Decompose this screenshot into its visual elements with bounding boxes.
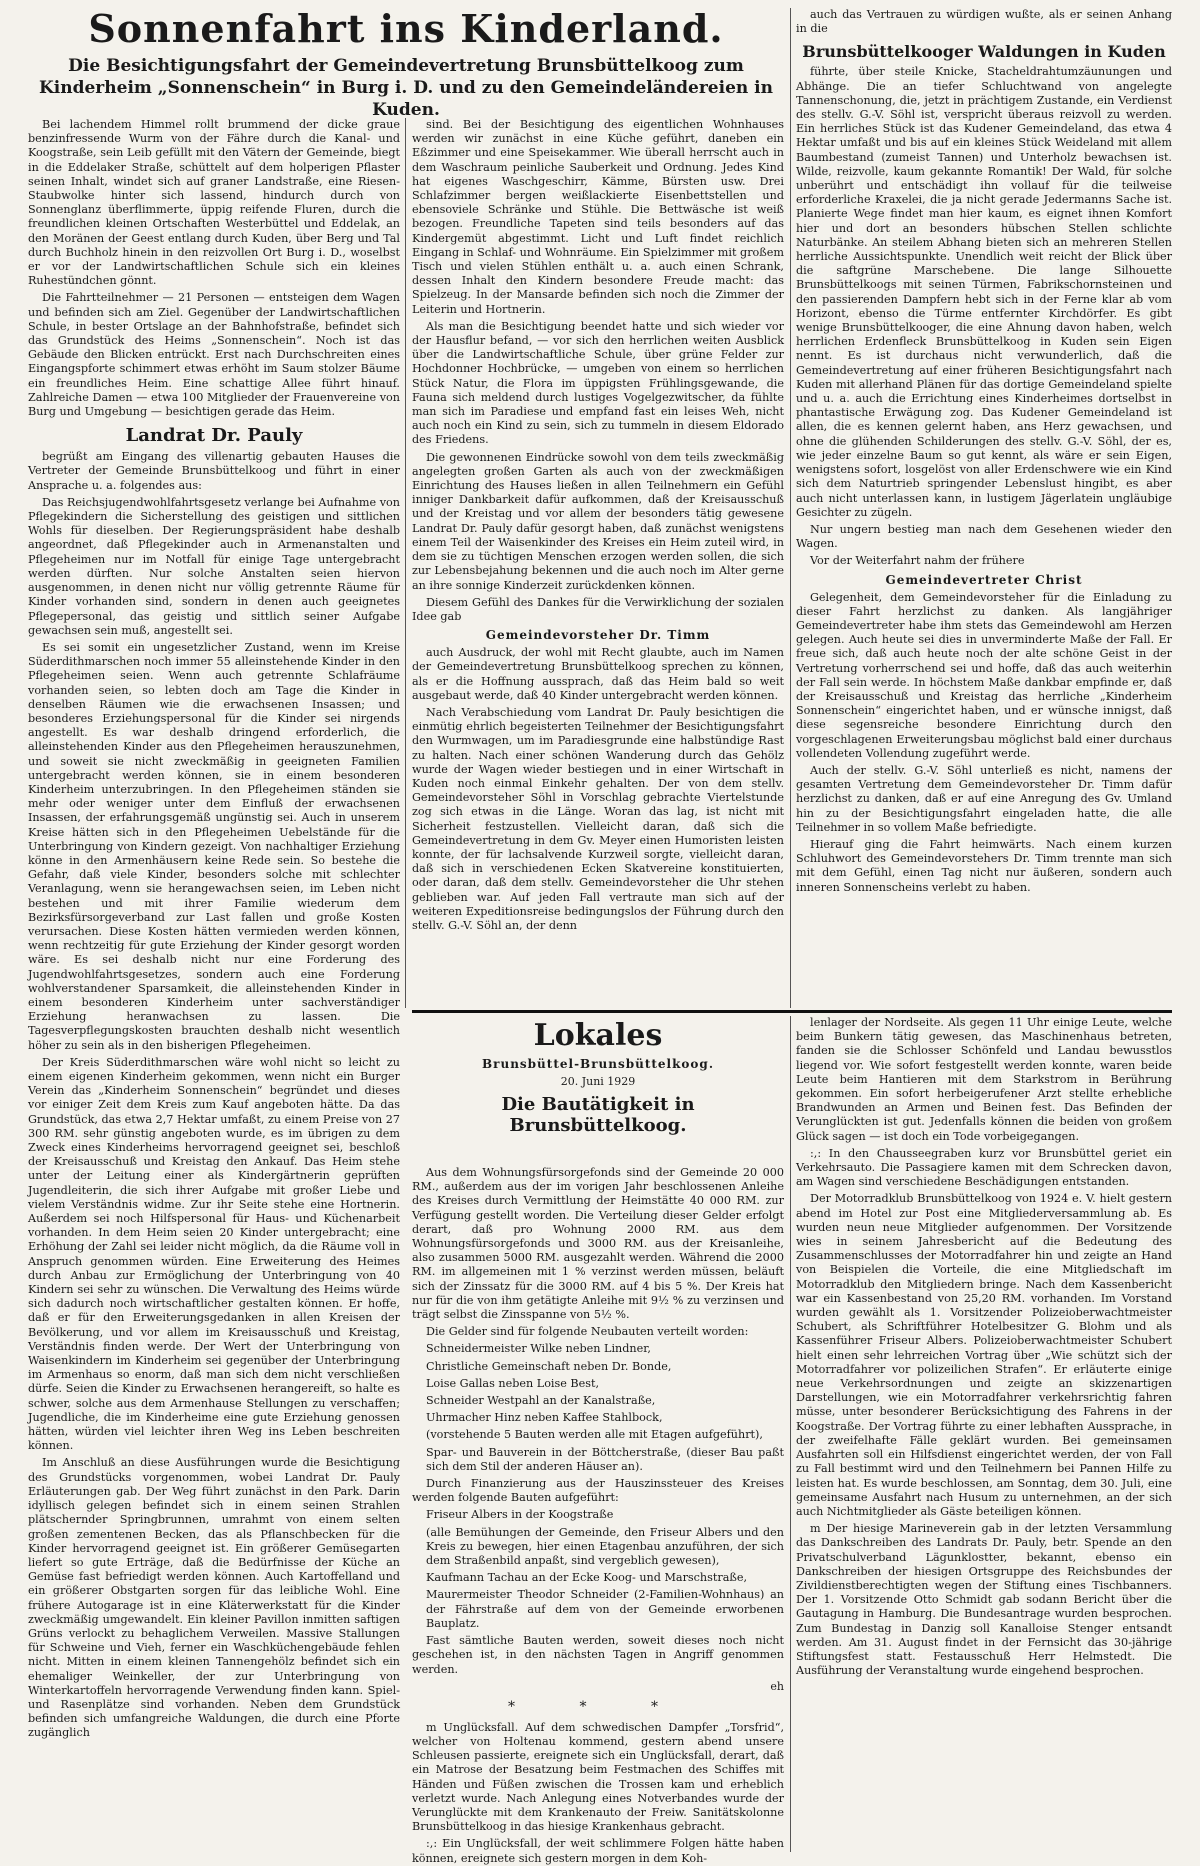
lokales-date: 20. Juni 1929 <box>560 1075 636 1088</box>
paragraph: Nur ungern bestieg man nach dem Gesehenen wieder den Wagen. <box>796 522 1172 551</box>
paragraph: Vor der Weiterfahrt nahm der frühere <box>810 554 1025 568</box>
list-item: Christliche Gemeinschaft neben Dr. Bonde, <box>426 1359 672 1373</box>
lokales-column-left <box>412 1166 784 1865</box>
paragraph: Durch Finanzierung aus der Hauszinssteuer des Kreises werden folgende Bauten aufgeführt: <box>412 1477 784 1505</box>
paragraph: Die Fahrtteilnehmer — 21 Personen — entsteigen dem Wagen und befinden sich am Ziel. Gegenüber der Landwirtschaftlichen Schule, in bester Ortslage an der Bahnhofstraße, befindet sich das Grundstück des Heims „Sonnenschein“. Noch ist das Gebäude den Blicken entrückt. Erst nach Durchschreiten eines Eingangspforte schimmert etwas erhöht im Saum stolzer Bäume ein freundliches Heim. Eine schattige Allee führt hinauf. Zahlreiche Damen — etwa 100 Mitglieder der Frauenvereine von Burg und Umgebung — besichtigen gerade das Heim. <box>28 291 400 419</box>
paragraph: Der Kreis Süderdithmarschen wäre wohl nicht so leicht zu einem eigenen Kinderheim gekommen, wenn nicht ein Burger Verein das „Kinderheim Sonnenschein“ begründet und dieses vor einiger Zeit dem Kreis zum Kauf angeboten hätte. Da das Grundstück, das etwa 2,7 Hektar umfaßt, zu einem Preise von 27 300 RM. sehr günstig angeboten wurde, es im übrigen zu dem Zweck eines Kinderheims hervorragend geeignet sei, beschloß der Kreisausschuß und Kreistag den Ankauf. Das Heim stehe unter der Leitung einer als Kindergärtnerin geprüften Jugendleiterin, die sich ihrer Aufgabe mit großer Liebe und vielem Verständnis widme. Zur ihr Seite stehe eine Hortnerin. Außerdem sei noch Hilfspersonal für Haus- und Küchenarbeit vorhanden. In dem Heim seien 20 Kinder untergebracht; eine Erhöhung der Zahl sei leider nicht möglich, da die Räume voll in Anspruch genommen würden. Eine Erweiterung des Heimes durch Anbau zur Ermöglichung der Unterbringung von 40 Kindern sei sehr zu wünschen. Die Verwaltung des Heims würde sich dadurch noch wirtschaftlicher gestalten können. Er hoffe, daß er für den Erweiterungsgedanken in allen Kreisen der Bevölkerung, und vor allem im Kreisausschuß und Kreistag, Verständnis finden werde. Der Wert der Unterbringung von Waisenkindern im Kinderheim sei gegenüber der Unterbringung im Armenhaus so enorm, daß man sich dem nicht verschließen dürfe. Seien die Kinder zu Erwachsenen herangereift, so halte es schwer, solche aus dem Armenhause Stellungen zu verschaffen; Jugendliche, die im Kinderheime eine gute Erziehung genossen hätten, würden viel leichter ihren Weg ins Leben beschreiten können. <box>28 1055 400 1453</box>
lokales-title: Lokales <box>533 1018 663 1053</box>
paragraph: Die Gelder sind für folgende Neubauten verteilt worden: <box>426 1325 749 1339</box>
paragraph: m Unglücksfall. Auf dem schwedischen Dampfer „Torsfrid“, welcher von Holtenau kommend, gestern abend unsere Schleusen passierte, ereignete sich ein Unglücksfall, derart, daß ein Matrose der Besatzung beim Festmachen des Schiffes mit Händen und Füßen zwischen die Trossen kam und erheblich verletzt wurde. Nach Anlegung eines Notverbandes wurde der Verunglückte mit dem Krankenauto der Freiw. Sanitätskolonne Brunsbüttelkoog in das hiesige Krankenhaus gebracht. <box>412 1720 784 1834</box>
paragraph: auch das Vertrauen zu würdigen wußte, als er seinen Anhang in die <box>796 8 1172 36</box>
article-subtitle: Die Besichtigungsfahrt der Gemeindevertretung Brunsbüttelkoog zum Kinderheim „Sonnenschein“ in Burg i. D. und zu den Gemeindeländereien in Kuden. <box>39 56 773 120</box>
list-item: (vorstehende 5 Bauten werden alle mit Etagen aufgeführt), <box>426 1428 763 1442</box>
lokales-header <box>412 1016 784 1140</box>
paragraph: :,: In den Chausseegraben kurz vor Brunsbüttel geriet ein Verkehrsauto. Die Passagiere kamen mit dem Schrecken davon, am Wagen sind verschiedene Beschädigungen entstanden. <box>796 1146 1172 1189</box>
article-masthead <box>28 6 784 121</box>
paragraph: Auch der stellv. G.-V. Söhl unterließ es nicht, namens der gesamten Vertretung dem Gemeindevorsteher Dr. Timm dafür herzlichst zu danken, daß er auf eine Anregung des Gv. Umland hin zu der Besichtigungsfahrt eingeladen hatte, die alle Teilnehmer in so vollem Maße befriedigte. <box>796 763 1172 834</box>
paragraph: Im Anschluß an diese Ausführungen wurde die Besichtigung des Grundstücks vorgenommen, wobei Landrat Dr. Pauly Erläuterungen gab. Der Weg führt zunächst in den Park. Darin idyllisch gelegen befindet sich in einem seinen Strahlen plätschernder Springbrunnen, umrahmt von einem selten großen zementenen Becken, das als Pflanschbecken für die Kinder hervorragend geeignet ist. Ein größerer Gemüsegarten liefert so gute Erträge, daß die Bedürfnisse der Küche an Gemüse fast befriedigt werden können. Auch Kartoffelland und ein größerer Obstgarten sorgen für das leibliche Wohl. Eine frühere Autogarage ist in eine Kläterwerkstatt für die Kinder zweckmäßig umgewandelt. Ein kleiner Pavillon inmitten saftigen Grüns verlockt zu behaglichem Verweilen. Massive Stallungen für Schweine und Vieh, ferner ein Waschküchengebäude fehlen nicht. Mitten in einem kleinen Tannengehölz befindet sich ein ehemaliger Weinkeller, der zur Unterbringung von Winterkartoffeln hervorragende Verwendung finden kann. Spiel- und Rasenplätze sind vorhanden. Neben dem Grundstück befinden sich umfangreiche Waldungen, die durch eine Pforte zugänglich <box>28 1456 400 1740</box>
paragraph: Hierauf ging die Fahrt heimwärts. Nach einem kurzen Schluhwort des Gemeindevorstehers Dr. Timm trennte man sich mit dem Gefühl, einen Tag nicht nur äußeren, sondern auch inneren Sonnenscheins verlebt zu haben. <box>796 837 1172 894</box>
paragraph: Aus dem Wohnungsfürsorgefonds sind der Gemeinde 20 000 RM., außerdem aus der im vorigen Jahr beschlossenen Anleihe des Kreises durch Vermittlung der Heimstätte 40 000 RM. zur Verfügung gestellt worden. Die Verteilung dieser Gelder erfolgt derart, daß pro Wohnung 2000 RM. aus dem Wohnungsfürsorgefonds und 3000 RM. aus der Kreisanleihe, also zusammen 5000 RM. ausgezahlt werden. Während die 2000 RM. im allgemeinen mit 1 % verzinst werden müssen, beläuft sich der Zinssatz für die 3000 RM. auf 4 bis 5 %. Der Kreis hat nur für die von ihm getätigte Anleihe mit 9½ % zu verzinsen und trägt selbst die Zinsspanne von 5½ %. <box>412 1166 784 1322</box>
list-item: Spar- und Bauverein in der Böttcherstraße, (dieser Bau paßt sich dem Stil der anderen Häuser an). <box>426 1445 784 1473</box>
paragraph: Bei lachendem Himmel rollt brummend der dicke graue benzinfressende Wurm von der Fähre durch die Kanal- und Koogstraße, sein Leib gefüllt mit den Vätern der Gemeinde, biegt in die Eddelaker Straße, schüttelt auf dem holperigen Pflaster seinen Inhalt, windet sich auf graner Landstraße, eine Riesen-Staubwolke hinter sich lassend, hindurch durch von Sonnenglanz überflimmerte, üppig reifende Fluren, durch die freundlichen kleinen Ortschaften Westerbüttel und Eddelak, an den Moränen der Geest entlang durch Kuden, über Berg und Tal durch Buchholz hinein in den reizvollen Ort Burg i. D., woselbst er vor der Landwirtschaftlichen Schule sich ein kleines Ruhestündchen gönnt. <box>28 118 400 288</box>
paragraph: Das Reichsjugendwohlfahrtsgesetz verlange bei Aufnahme von Pflegekindern die Sicherstellung des geistigen und sittlichen Wohls für dieselben. Der Regierungspräsident habe deshalb angeordnet, daß Pflegekinder auch in Armenanstalten und Pflegeheimen nur im Notfall für einige Tage untergebracht werden dürften. Nur solche Anstalten seien hiervon ausgenommen, in denen nicht nur völlig getrennte Räume für Kinder vorhanden sind, sondern in denen auch geeignetes Pflegepersonal, das geistig und sittlich seiner Aufgabe gewachsen sein muß, angestellt sei. <box>28 495 400 637</box>
column-1 <box>28 118 400 1853</box>
list-item: Loise Gallas neben Loise Best, <box>426 1376 600 1390</box>
article-title: Sonnenfahrt ins Kinderland. <box>88 6 724 51</box>
section-heading: Gemeindevertreter Christ <box>885 572 1083 587</box>
list-item: Maurermeister Theodor Schneider (2-Familien-Wohnhaus) an der Fährstraße auf dem von der Gemeinde erworbenen Bauplatz. <box>426 1588 784 1630</box>
column-divider <box>405 118 406 1008</box>
list-item: Uhrmacher Hinz neben Kaffee Stahlbock, <box>426 1411 663 1425</box>
paragraph: begrüßt am Eingang des villenartig gebauten Hauses die Vertreter der Gemeinde Brunsbüttelkoog und führt in einer Ansprache u. a. folgendes aus: <box>28 450 400 492</box>
list-item: Schneidermeister Wilke neben Lindner, <box>426 1342 651 1356</box>
separator-stars: * * * <box>508 1698 688 1715</box>
paragraph: lenlager der Nordseite. Als gegen 11 Uhr einige Leute, welche beim Bunkern tätig gewesen, das Maschinenhaus betreten, fanden sie die Schlosser Schönfeld und Landau bewusstlos liegend vor. Wie sofort festgestellt werden konnte, waren beide Leute beim Hantieren mit dem Starkstrom in Berührung gekommen. Ein sofort herbeigerufener Arzt stellte erhebliche Brandwunden an Armen und Beinen fest. Das Befinden der Verunglückten ist gut. Jedenfalls können die beiden von großem Glück sagen — ist doch ein Tode vorbeigegangen. <box>796 1016 1172 1143</box>
section-heading: Gemeindevorsteher Dr. Timm <box>485 628 711 643</box>
paragraph: Diesem Gefühl des Dankes für die Verwirklichung der sozialen Idee gab <box>412 595 784 623</box>
paragraph: Gelegenheit, dem Gemeindevorsteher für die Einladung zu dieser Fahrt herzlichst zu danken. Als langjähriger Gemeindevertreter habe ihm stets das Gemeindewohl am Herzen gelegen. Auch heute sei dies in unverminderte Maße der Fall. Er freue sich, daß auch heute noch der alte schöne Geist in der Vertretung vorherrschend sei und hoffe, daß das auch weiterhin der Fall sein werde. In höchstem Maße dankbar empfinde er, daß der Kreisausschuß und Kreistag das herrliche „Kinderheim Sonnenschein“ eingerichtet haben, und er wünsche innigst, daß diese segensreiche besondere Einrichtung durch den vorgeschlagenen Erweiterungsbau möglichst bald einer durchaus vollendeten Vollendung zugeführt werde. <box>796 590 1172 760</box>
column-3 <box>796 8 1172 1008</box>
list-item: (alle Bemühungen der Gemeinde, den Friseur Albers und den Kreis zu bewegen, hier einen Etagenbau anzuführen, der sich dem Straßenbild anpaßt, sind vergeblich gewesen), <box>426 1525 784 1568</box>
lokales-column-right <box>796 1016 1172 1852</box>
section-heading: Brunsbüttelkooger Waldungen in Kuden <box>802 42 1166 62</box>
paragraph: Die gewonnenen Eindrücke sowohl von dem teils zweckmäßig angelegten großen Garten als auch von der zweckmäßigen Einrichtung des Hauses ließen in allen Teilnehmern ein Gefühl inniger Dankbarkeit dafür aufkommen, daß der Kreisausschuß und der Kreistag und vor allem der besonders tätig gewesene Landrat Dr. Pauly dafür gesorgt haben, daß zunächst wenigstens einem Teil der Waisenkinder des Kreises ein Heim zuteil wird, in dem sie zu tüchtigen Menschen erzogen werden sollen, die sich zur Lebensbejahung bekennen und die auch noch im Alter gerne an ihre sonnige Kinderzeit zurückdenken können. <box>412 450 784 592</box>
paragraph: Fast sämtliche Bauten werden, soweit dieses noch nicht geschehen ist, in den nächsten Tagen in Angriff genommen werden. <box>412 1634 784 1676</box>
list <box>412 1508 784 1631</box>
paragraph: Nach Verabschiedung vom Landrat Dr. Pauly besichtigen die einmütig ehrlich begeisterten Teilnehmer der Besichtigungsfahrt den Wurmwagen, um im Paradiesgrunde eine halbstündige Rast zu halten. Nach einer schönen Wanderung durch das Gehölz wurde der Wagen wieder bestiegen und in einer Wirtschaft in Kuden noch einmal Einkehr gehalten. Der von dem stellv. Gemeindevorsteher Söhl in Vorschlag gebrachte Viertelstunde zog sich etwas in die Länge. Woran das lag, ist nicht mit Sicherheit festzustellen. Vielleicht daran, daß sich die Gemeindevertretung in dem Gv. Meyer einen Humoristen leisten konnte, der für lachsalvende Kurzweil sorgte, vielleicht daran, daß sich in verschiedenen Ecken Skatvereine konstituierten, oder daran, daß dem stellv. Gemeindevorsteher die Uhr stehen geblieben war. Auf jeden Fall vertraute man sich auf der weiteren Expeditionsreise bedingungslos der Führung durch den stellv. G.-V. Söhl an, der denn <box>412 705 784 932</box>
paragraph: Als man die Besichtigung beendet hatte und sich wieder vor der Hausflur befand, — vor sich den herrlichen weiten Ausblick über die Landwirtschaftliche Schule, über grüne Felder zur Hochdonner Hochbrücke, — umgeben von einem so herrlichen Stück Natur, die Flora im üppigsten Frühlingsgewande, die Fauna sich meldend durch lustiges Vogelgezwitscher, da fühlte man sich im Paradiese und empfand fast ein leises Weh, nicht auch noch ein Kind zu sein, sich zu tummeln in diesem Eldorado des Friedens. <box>412 319 784 447</box>
section-heading: Die Bautätigkeit in Brunsbüttelkoog. <box>501 1094 695 1136</box>
paragraph: auch Ausdruck, der wohl mit Recht glaubte, auch im Namen der Gemeindevertretung Brunsbüttelkoog sprechen zu können, als er die Hoffnung aussprach, daß das Heim bald so weit ausgebaut werde, daß 40 Kinder untergebracht werden können. <box>412 646 784 702</box>
column-divider <box>790 8 791 1008</box>
lokales-place: Brunsbüttel-Brunsbüttelkoog. <box>482 1057 714 1071</box>
paragraph: :,: Ein Unglücksfall, der weit schlimmere Folgen hätte haben können, ereignete sich gestern morgen in dem Koh- <box>412 1837 784 1865</box>
list <box>412 1342 784 1474</box>
signature: eh <box>770 1679 784 1693</box>
list-item: Friseur Albers in der Koogstraße <box>426 1508 614 1522</box>
list-item: Schneider Westpahl an der Kanalstraße, <box>426 1394 656 1408</box>
paragraph: sind. Bei der Besichtigung des eigentlichen Wohnhauses werden wir zunächst in eine Küche geführt, daneben ein Eßzimmer und eine Speisekammer. Wie überall herrscht auch in dem Waschraum peinliche Sauberkeit und Ordnung. Jedes Kind hat eigenes Waschgeschirr, Kämme, Bürsten usw. Drei Schlafzimmer bergen weißlackierte Eisenbettstellen und ebensoviele Schränke und Stühle. Die Bettwäsche ist weiß bezogen. Freundliche Tapeten sind teils besonders auf das Kindergemüt abgestimmt. Licht und Luft findet reichlich Eingang in Schlaf- und Wohnräume. Ein Spielzimmer mit großem Tisch und vielen Stühlen enthält u. a. auch einen Schrank, dessen Inhalt den Kindern besondere Freude macht: das Spielzeug. In der Mansarde befinden sich noch die Zimmer der Leiterin und Hortnerin. <box>412 118 784 316</box>
section-rule <box>412 1010 1172 1013</box>
paragraph: Es sei somit ein ungesetzlicher Zustand, wenn im Kreise Süderdithmarschen noch immer 55 alleinstehende Kinder in den Pflegeheimen seien. Wenn auch getrennte Schlafräume vorhanden seien, so lebten doch am Tage die Kinder in denselben Räumen wie die erwachsenen Insassen; und besonderes Erziehungspersonal für die Kinder sei nirgends angestellt. Es war deshalb dringend erforderlich, die alleinstehenden Kinder aus den Pflegeheimen herauszunehmen, und soweit sie nicht zweckmäßig in geeigneten Familien untergebracht werden können, sie in einem besonderen Kinderheim unterzubringen. In den Pflegeheimen ständen sie mehr oder weniger unter dem Einfluß der erwachsenen Insassen, der erfahrungsgemäß ungünstig sei. Auch in unserem Kreise hätten sich in den Pflegeheimen Uebelstände für die Unterbringung von Kindern gezeigt. Von nachhaltiger Erziehung könne in den Armenhäusern keine Rede sein. So bestehe die Gefahr, daß viele Kinder, besonders solche mit schlechter Veranlagung, wenn sie herangewachsen seien, im Leben nicht bestehen und mit ihrer Familie wiederum dem Bezirksfürsorgeverband zur Last fallen und große Kosten verursachen. Diese Kosten hätten vermieden werden können, wenn rechtzeitig für gute Erziehung der Kinder gesorgt worden wäre. Es sei deshalb nicht nur eine Forderung des Jugendwohlfahrtsgesetzes, sondern auch eine Forderung wohlverstandener Sparsamkeit, die alleinstehenden Kinder in einem besonderen Kinderheim unter sachverständiger Erziehung heranwachsen zu lassen. Die Tagesverpflegungskosten brauchten deshalb nicht wesentlich höher zu sein als in den bisherigen Pflegeheimen. <box>28 640 400 1052</box>
paragraph: m Der hiesige Marineverein gab in der letzten Versammlung das Dankschreiben des Landrats Dr. Pauly, betr. Spende an den Privatschulverband Lägunklostter, bekannt, ebenso ein Dankschreiben der hiesigen Ortsgruppe des Reichsbundes der Zivildienstberechtigten wegen der Stiftung eines Tischbanners. Der 1. Vorsitzende Otto Schmidt gab sodann Bericht über die Gautagung in Hamburg. Die Bundesantrage wurden besprochen. Zum Bundestag in Danzig soll Kanalloise Stenger entsandt werden. Am 31. August findet in der Fernsicht das 30-jährige Stiftungsfest statt. Festausschuß Herr Helmstedt. Die Ausführung der Veranstaltung wurde eingehend besprochen. <box>796 1522 1172 1678</box>
lokales-section <box>412 1016 1172 1865</box>
paragraph: Der Motorradklub Brunsbüttelkoog von 1924 e. V. hielt gestern abend im Hotel zur Post eine Mitgliederversammlung ab. Es wurden neun neue Mitglieder aufgenommen. Der Vorsitzende wies in seinem Jahresbericht auf die Bedeutung des Zusammenschlusses der Motorradfahrer hin und zeigte an Hand von Beispielen die Vorteile, die eine Mitgliedschaft im Motorradklub den Mitgliedern bringe. Nach dem Kassenbericht war ein Kassenbestand von 25,20 RM. vorhanden. Im Vorstand wurden gewählt als 1. Vorsitzender Polizeioberwachtmeister Schubert, als Schriftführer Hotelbesitzer G. Blohm und als Kassenführer Friseur Albers. Polizeioberwachtmeister Schubert hielt einen sehr lehrreichen Vortrag über „Wie schützt sich der Motorradfahrer vor polizeilichen Strafen“. Er erläuterte einige neue Verkehrsordnungen und zeigte an skizzenartigen Darstellungen, wie ein Motorradfahrer verkehrsrichtig fahren müsse, unter besonderer Berücksichtigung des Fahrens in der Koogstraße. Der Vortrag führte zu einer lebhaften Aussprache, in der zweifelhafte Fälle geklärt wurden. Bei gemeinsamen Ausfahrten soll ein Hilfsdienst eingerichtet werden, der von Fall zu Fall bestimmt wird und den Teilnehmern bei Pannen Hilfe zu leisten hat. Es wurde beschlossen, am Sonntag, dem 30. Juli, eine gemeinsame Ausfahrt nach Husum zu unternehmen, an der sich auch Nichtmitglieder als Gäste beteiligen können. <box>796 1192 1172 1518</box>
section-heading: Landrat Dr. Pauly <box>125 425 303 447</box>
paragraph: führte, über steile Knicke, Stacheldrahtumzäunungen und Abhänge. Die an tiefer Schluchtwand von angelegte Tannenschonung, die, jetzt in prächtigem Zustande, ein Verdienst des stellv. G.-V. Söhl ist, verspricht überaus reizvoll zu werden. Ein herrliches Stück ist das Kudener Gemeindeland, das etwa 4 Hektar umfaßt und bis auf ein kleines Stück Weideland mit allem Baumbestand (zumeist Tannen) und Unterholz bewachsen ist. Wilde, reizvolle, kaum gekannte Romantik! Der Wald, für solche unberührt und entschädigt ihn vollauf für die teilweise erforderliche Kraxelei, die ja nicht gerade Jedermanns Sache ist. Planierte Wege findet man hier kaum, es eignet ihnen Komfort hier und dort an besonders hübschen Stellen schlichte Naturbänke. An steilem Abhang bieten sich an mehreren Stellen herrliche Aussichtspunkte. Unendlich weit reicht der Blick über die saftgrüne Marschebene. Die lange Silhouette Brunsbüttelkoogs mit seinen Türmen, Fabrikschornsteinen und den passierenden Dampfern hebt sich in der Ferne klar ab vom Horizont, ebenso die Türme entfernter Kirchdörfer. Es gibt wenige Brunsbüttelkooger, die eine Ahnung davon haben, welch herrlichen Erdenfleck Brunsbüttelkoog in Kuden sein Eigen nennt. Es ist durchaus nicht verwunderlich, daß die Gemeindevertretung auf einer früheren Besichtigungsfahrt nach Kuden mit allerhand Plänen für das dortige Gemeindeland spielte und u. a. auch die Errichtung eines Kinderheimes dortselbst in phantastische Erwägung zog. Das Kudener Gemeindeland ist allen, die es kennen gelernt haben, ans Herz gewachsen, und ohne die glühenden Schilderungen des stellv. G.-V. Söhl, der es, wie jeder einzelne Baum so gut kennt, als wäre er sein Eigen, wenigstens sofort, losgelöst von aller Erdenschwere wie ein Kind sich dem Naturtrieb springender Lebenslust hingibt, es aber auch nicht unterlassen kann, in lustigem Jägerlatein ungläubige Gesichter zu zügeln. <box>796 65 1172 519</box>
column-2 <box>412 118 784 1006</box>
list-item: Kaufmann Tachau an der Ecke Koog- und Marschstraße, <box>426 1571 748 1585</box>
